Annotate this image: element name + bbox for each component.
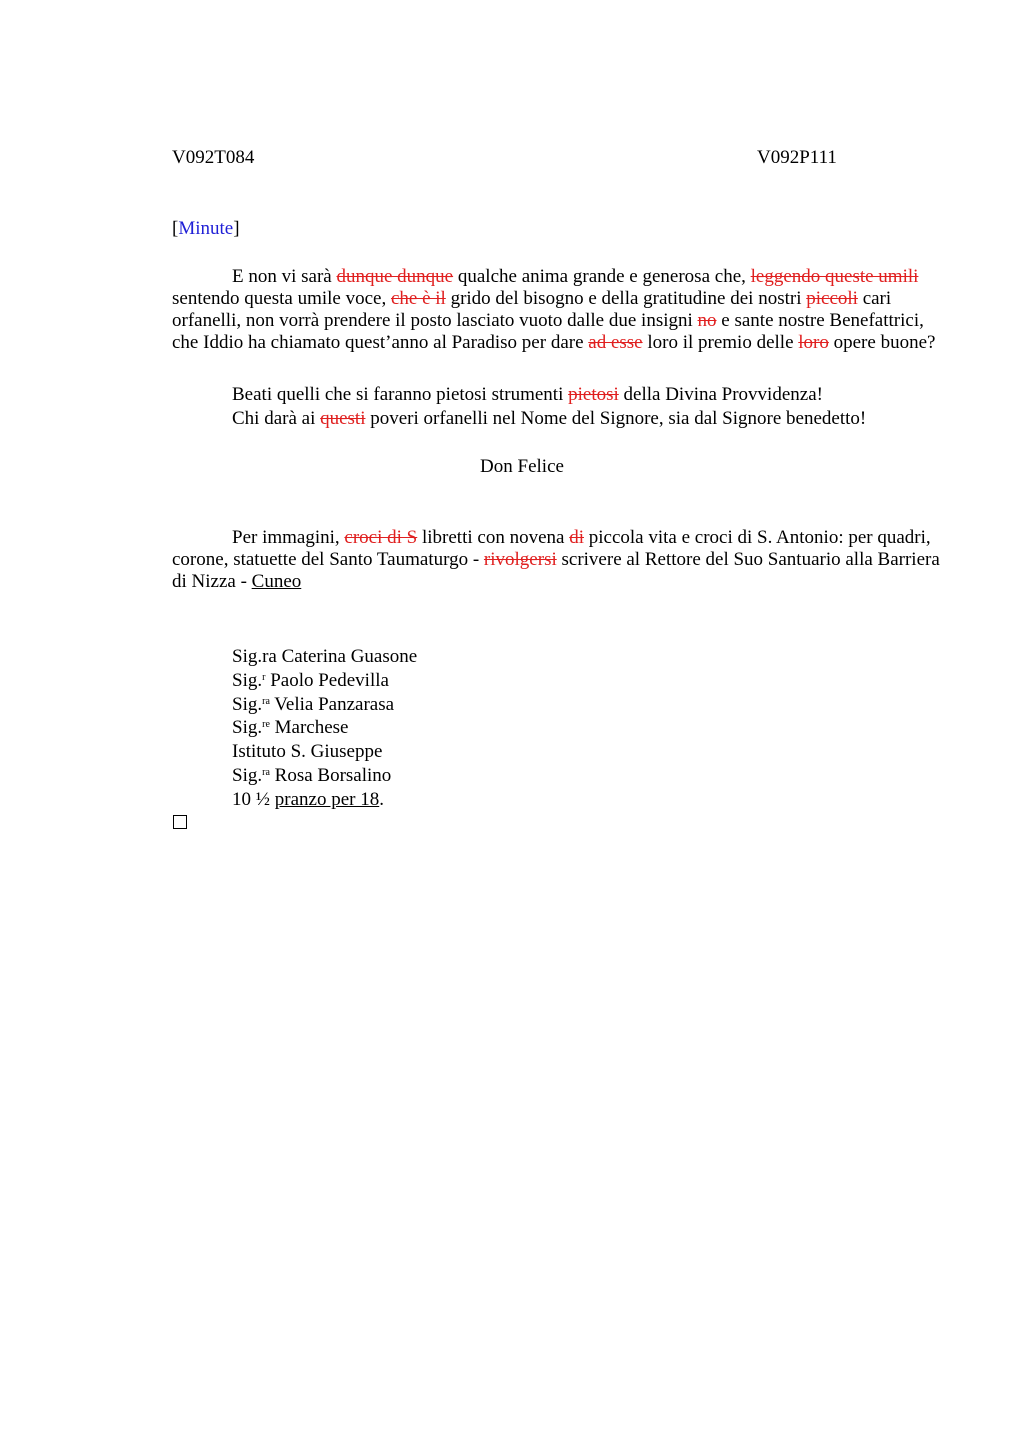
minute-label: Minute	[178, 218, 234, 239]
paragraph-3	[172, 408, 942, 430]
text: scrivere al Rettore del Suo Santuario alla Barriera di Nizza -	[172, 549, 940, 592]
underlined-text: pranzo per 18	[274, 788, 380, 810]
list-item	[232, 694, 417, 718]
deleted-text: rivolgersi	[483, 549, 557, 570]
list-item	[232, 717, 417, 741]
section-label	[172, 218, 240, 240]
bracket-open: [	[172, 218, 179, 239]
text: Chi darà ai	[232, 408, 321, 429]
list-item	[232, 741, 417, 765]
deleted-text: croci di S	[344, 527, 418, 548]
text: piccola vita e croci di S. Antonio: per quadri, corone, statuette del Santo Taumaturgo -	[172, 527, 931, 570]
text: e sante nostre Benefattrici, che Iddio ha chiamato quest’anno al Paradiso per dare	[172, 310, 924, 353]
paragraph-4	[172, 527, 942, 593]
deleted-text: ad esse	[588, 332, 643, 353]
text: loro il premio delle	[642, 332, 799, 353]
text: grido del bisogno e della gratitudine dei nostri	[445, 288, 807, 309]
text: .	[379, 788, 384, 810]
deleted-text: piccoli	[806, 288, 858, 309]
name: Velia Panzarasa	[269, 693, 395, 715]
name: Paolo Pedevilla	[265, 669, 389, 691]
text: sentendo questa umile voce,	[172, 288, 391, 309]
document-code-left: V092T084	[172, 147, 255, 168]
deleted-text: di	[569, 527, 584, 548]
text: poveri orfanelli nel Nome del Signore, sia dal Signore benedetto!	[365, 408, 867, 429]
deleted-text: pietosi	[568, 384, 619, 405]
document-code-right: V092P111	[757, 147, 837, 168]
name: Istituto S. Giuseppe	[232, 741, 383, 763]
deleted-text: loro	[798, 332, 829, 353]
text: E non vi sarà	[232, 266, 337, 287]
text: della Divina Provvidenza!	[618, 384, 823, 405]
text: opere buone?	[828, 332, 936, 353]
empty-box-icon	[173, 815, 187, 829]
text: libretti con novena	[417, 527, 570, 548]
title-superscript: ra	[262, 695, 270, 707]
deleted-text: leggendo queste umili	[750, 266, 919, 287]
signature: Don Felice	[480, 456, 564, 477]
paragraph-1	[172, 266, 942, 354]
title: Sig.	[232, 764, 263, 786]
text: qualche anima grande e generosa che,	[453, 266, 751, 287]
paragraph-2	[172, 384, 942, 406]
text: Per immagini,	[232, 527, 345, 548]
text: Beati quelli che si faranno pietosi strumenti	[232, 384, 569, 405]
name: Sig.ra Caterina Guasone	[232, 646, 418, 667]
deleted-text: dunque dunque	[336, 266, 454, 287]
names-list	[232, 646, 417, 813]
title: Sig.	[232, 693, 263, 715]
deleted-text: no	[697, 310, 717, 331]
text: cari orfanelli, non vorrà prendere il posto lasciato vuoto dalle due insigni	[172, 288, 892, 331]
title-superscript: r	[262, 671, 266, 683]
text: 10 ½	[232, 788, 275, 810]
name: Marchese	[269, 717, 349, 739]
list-item	[232, 670, 417, 694]
title: Sig.	[232, 717, 263, 739]
title: Sig.	[232, 669, 263, 691]
bracket-close: ]	[233, 218, 240, 239]
list-item	[232, 765, 417, 789]
title-superscript: ra	[262, 766, 270, 778]
name: Rosa Borsalino	[269, 764, 392, 786]
deleted-text: che è il	[390, 288, 446, 309]
list-item	[232, 789, 417, 813]
deleted-text: questi	[320, 408, 366, 429]
underlined-text: Cuneo	[251, 571, 302, 592]
title-superscript: re	[262, 719, 270, 731]
list-item	[232, 646, 417, 670]
